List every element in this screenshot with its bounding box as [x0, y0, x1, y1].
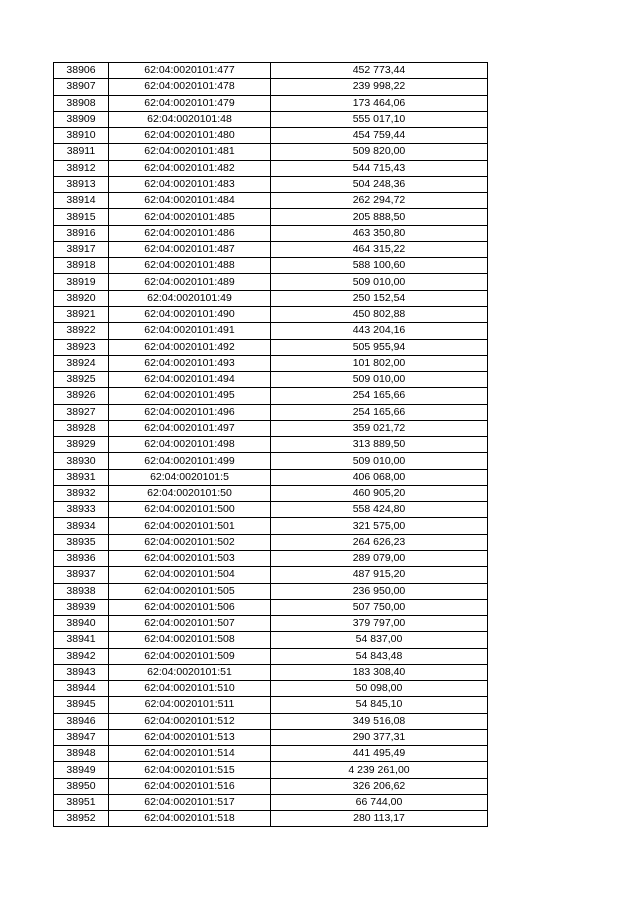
table-row — [54, 794, 488, 810]
cadastral-number-cell: 62:04:0020101:502 — [109, 534, 271, 550]
table-row — [54, 144, 488, 160]
row-number-cell: 38910 — [54, 128, 109, 144]
value-cell: 349 516,08 — [271, 713, 488, 729]
value-cell: 239 998,22 — [271, 79, 488, 95]
row-number-cell: 38952 — [54, 811, 109, 827]
cadastral-number-cell: 62:04:0020101:503 — [109, 550, 271, 566]
value-cell: 509 010,00 — [271, 372, 488, 388]
cadastral-number-cell: 62:04:0020101:495 — [109, 388, 271, 404]
value-cell: 509 010,00 — [271, 274, 488, 290]
cadastral-number-cell: 62:04:0020101:491 — [109, 323, 271, 339]
row-number-cell: 38922 — [54, 323, 109, 339]
row-number-cell: 38934 — [54, 518, 109, 534]
value-cell: 443 204,16 — [271, 323, 488, 339]
table-row — [54, 225, 488, 241]
table-row — [54, 583, 488, 599]
table-row — [54, 762, 488, 778]
value-cell: 290 377,31 — [271, 729, 488, 745]
row-number-cell: 38943 — [54, 664, 109, 680]
value-cell: 450 802,88 — [271, 306, 488, 322]
cadastral-number-cell: 62:04:0020101:514 — [109, 746, 271, 762]
table-body — [54, 63, 488, 827]
table-row — [54, 550, 488, 566]
row-number-cell: 38932 — [54, 485, 109, 501]
table-row — [54, 323, 488, 339]
cadastral-number-cell: 62:04:0020101:483 — [109, 176, 271, 192]
table-row — [54, 258, 488, 274]
table-row — [54, 746, 488, 762]
row-number-cell: 38941 — [54, 632, 109, 648]
table-row — [54, 469, 488, 485]
value-cell: 504 248,36 — [271, 176, 488, 192]
table-row — [54, 176, 488, 192]
value-cell: 359 021,72 — [271, 420, 488, 436]
table-row — [54, 388, 488, 404]
row-number-cell: 38951 — [54, 794, 109, 810]
value-cell: 313 889,50 — [271, 437, 488, 453]
row-number-cell: 38909 — [54, 111, 109, 127]
table-row — [54, 729, 488, 745]
table-row — [54, 616, 488, 632]
cadastral-number-cell: 62:04:0020101:49 — [109, 290, 271, 306]
table-row — [54, 160, 488, 176]
table-row — [54, 518, 488, 534]
cadastral-number-cell: 62:04:0020101:518 — [109, 811, 271, 827]
table-row — [54, 193, 488, 209]
table-row — [54, 404, 488, 420]
value-cell: 236 950,00 — [271, 583, 488, 599]
cadastral-number-cell: 62:04:0020101:494 — [109, 372, 271, 388]
value-cell: 101 802,00 — [271, 355, 488, 371]
table-row — [54, 811, 488, 827]
row-number-cell: 38935 — [54, 534, 109, 550]
value-cell: 544 715,43 — [271, 160, 488, 176]
cadastral-number-cell: 62:04:0020101:5 — [109, 469, 271, 485]
value-cell: 205 888,50 — [271, 209, 488, 225]
cadastral-number-cell: 62:04:0020101:498 — [109, 437, 271, 453]
row-number-cell: 38917 — [54, 241, 109, 257]
row-number-cell: 38938 — [54, 583, 109, 599]
row-number-cell: 38927 — [54, 404, 109, 420]
row-number-cell: 38919 — [54, 274, 109, 290]
row-number-cell: 38908 — [54, 95, 109, 111]
value-cell: 507 750,00 — [271, 599, 488, 615]
row-number-cell: 38933 — [54, 502, 109, 518]
cadastral-number-cell: 62:04:0020101:477 — [109, 63, 271, 79]
table-row — [54, 713, 488, 729]
value-cell: 441 495,49 — [271, 746, 488, 762]
cadastral-number-cell: 62:04:0020101:486 — [109, 225, 271, 241]
cadastral-number-cell: 62:04:0020101:493 — [109, 355, 271, 371]
table-row — [54, 599, 488, 615]
value-cell: 254 165,66 — [271, 404, 488, 420]
row-number-cell: 38923 — [54, 339, 109, 355]
table-row — [54, 437, 488, 453]
table-row — [54, 632, 488, 648]
table-row — [54, 534, 488, 550]
cadastral-number-cell: 62:04:0020101:479 — [109, 95, 271, 111]
cadastral-number-cell: 62:04:0020101:499 — [109, 453, 271, 469]
row-number-cell: 38928 — [54, 420, 109, 436]
row-number-cell: 38926 — [54, 388, 109, 404]
value-cell: 379 797,00 — [271, 616, 488, 632]
table-row — [54, 63, 488, 79]
row-number-cell: 38915 — [54, 209, 109, 225]
row-number-cell: 38907 — [54, 79, 109, 95]
cadastral-number-cell: 62:04:0020101:507 — [109, 616, 271, 632]
row-number-cell: 38925 — [54, 372, 109, 388]
cadastral-number-cell: 62:04:0020101:488 — [109, 258, 271, 274]
cadastral-number-cell: 62:04:0020101:485 — [109, 209, 271, 225]
table-row — [54, 79, 488, 95]
table-row — [54, 355, 488, 371]
table-row — [54, 111, 488, 127]
cadastral-number-cell: 62:04:0020101:517 — [109, 794, 271, 810]
row-number-cell: 38936 — [54, 550, 109, 566]
row-number-cell: 38949 — [54, 762, 109, 778]
value-cell: 505 955,94 — [271, 339, 488, 355]
row-number-cell: 38912 — [54, 160, 109, 176]
cadastral-number-cell: 62:04:0020101:490 — [109, 306, 271, 322]
table-row — [54, 485, 488, 501]
value-cell: 406 068,00 — [271, 469, 488, 485]
table-row — [54, 274, 488, 290]
value-cell: 452 773,44 — [271, 63, 488, 79]
row-number-cell: 38929 — [54, 437, 109, 453]
table-row — [54, 372, 488, 388]
row-number-cell: 38916 — [54, 225, 109, 241]
value-cell: 280 113,17 — [271, 811, 488, 827]
value-cell: 54 845,10 — [271, 697, 488, 713]
row-number-cell: 38950 — [54, 778, 109, 794]
row-number-cell: 38906 — [54, 63, 109, 79]
cadastral-number-cell: 62:04:0020101:484 — [109, 193, 271, 209]
row-number-cell: 38911 — [54, 144, 109, 160]
row-number-cell: 38914 — [54, 193, 109, 209]
table-row — [54, 95, 488, 111]
value-cell: 4 239 261,00 — [271, 762, 488, 778]
row-number-cell: 38942 — [54, 648, 109, 664]
cadastral-number-cell: 62:04:0020101:478 — [109, 79, 271, 95]
cadastral-number-cell: 62:04:0020101:510 — [109, 681, 271, 697]
cadastral-number-cell: 62:04:0020101:480 — [109, 128, 271, 144]
value-cell: 460 905,20 — [271, 485, 488, 501]
cadastral-number-cell: 62:04:0020101:481 — [109, 144, 271, 160]
cadastral-number-cell: 62:04:0020101:513 — [109, 729, 271, 745]
table-row — [54, 420, 488, 436]
value-cell: 509 820,00 — [271, 144, 488, 160]
row-number-cell: 38948 — [54, 746, 109, 762]
value-cell: 250 152,54 — [271, 290, 488, 306]
cadastral-number-cell: 62:04:0020101:508 — [109, 632, 271, 648]
value-cell: 50 098,00 — [271, 681, 488, 697]
cadastral-number-cell: 62:04:0020101:496 — [109, 404, 271, 420]
row-number-cell: 38945 — [54, 697, 109, 713]
value-cell: 262 294,72 — [271, 193, 488, 209]
row-number-cell: 38931 — [54, 469, 109, 485]
row-number-cell: 38947 — [54, 729, 109, 745]
cadastral-number-cell: 62:04:0020101:487 — [109, 241, 271, 257]
table-row — [54, 502, 488, 518]
cadastral-number-cell: 62:04:0020101:516 — [109, 778, 271, 794]
value-cell: 509 010,00 — [271, 453, 488, 469]
row-number-cell: 38918 — [54, 258, 109, 274]
table-row — [54, 681, 488, 697]
table-row — [54, 453, 488, 469]
table-row — [54, 209, 488, 225]
cadastral-number-cell: 62:04:0020101:509 — [109, 648, 271, 664]
row-number-cell: 38930 — [54, 453, 109, 469]
value-cell: 321 575,00 — [271, 518, 488, 534]
row-number-cell: 38920 — [54, 290, 109, 306]
table-row — [54, 567, 488, 583]
table-row — [54, 128, 488, 144]
value-cell: 555 017,10 — [271, 111, 488, 127]
row-number-cell: 38937 — [54, 567, 109, 583]
value-cell: 54 843,48 — [271, 648, 488, 664]
value-cell: 464 315,22 — [271, 241, 488, 257]
table-row — [54, 241, 488, 257]
cadastral-number-cell: 62:04:0020101:50 — [109, 485, 271, 501]
cadastral-number-cell: 62:04:0020101:515 — [109, 762, 271, 778]
cadastral-number-cell: 62:04:0020101:489 — [109, 274, 271, 290]
row-number-cell: 38913 — [54, 176, 109, 192]
value-cell: 183 308,40 — [271, 664, 488, 680]
row-number-cell: 38924 — [54, 355, 109, 371]
cadastral-number-cell: 62:04:0020101:492 — [109, 339, 271, 355]
table-row — [54, 339, 488, 355]
table-row — [54, 778, 488, 794]
row-number-cell: 38939 — [54, 599, 109, 615]
table-row — [54, 648, 488, 664]
value-cell: 588 100,60 — [271, 258, 488, 274]
value-cell: 463 350,80 — [271, 225, 488, 241]
value-cell: 326 206,62 — [271, 778, 488, 794]
cadastral-number-cell: 62:04:0020101:506 — [109, 599, 271, 615]
cadastral-value-table — [53, 62, 488, 827]
value-cell: 66 744,00 — [271, 794, 488, 810]
value-cell: 487 915,20 — [271, 567, 488, 583]
row-number-cell: 38944 — [54, 681, 109, 697]
value-cell: 289 079,00 — [271, 550, 488, 566]
table-row — [54, 664, 488, 680]
cadastral-number-cell: 62:04:0020101:51 — [109, 664, 271, 680]
cadastral-number-cell: 62:04:0020101:504 — [109, 567, 271, 583]
cadastral-number-cell: 62:04:0020101:501 — [109, 518, 271, 534]
value-cell: 264 626,23 — [271, 534, 488, 550]
cadastral-number-cell: 62:04:0020101:48 — [109, 111, 271, 127]
cadastral-number-cell: 62:04:0020101:497 — [109, 420, 271, 436]
value-cell: 54 837,00 — [271, 632, 488, 648]
row-number-cell: 38940 — [54, 616, 109, 632]
cadastral-number-cell: 62:04:0020101:482 — [109, 160, 271, 176]
value-cell: 454 759,44 — [271, 128, 488, 144]
cadastral-number-cell: 62:04:0020101:511 — [109, 697, 271, 713]
row-number-cell: 38946 — [54, 713, 109, 729]
cadastral-number-cell: 62:04:0020101:512 — [109, 713, 271, 729]
value-cell: 173 464,06 — [271, 95, 488, 111]
value-cell: 254 165,66 — [271, 388, 488, 404]
value-cell: 558 424,80 — [271, 502, 488, 518]
row-number-cell: 38921 — [54, 306, 109, 322]
table-row — [54, 697, 488, 713]
table-row — [54, 290, 488, 306]
cadastral-number-cell: 62:04:0020101:500 — [109, 502, 271, 518]
cadastral-number-cell: 62:04:0020101:505 — [109, 583, 271, 599]
table-row — [54, 306, 488, 322]
